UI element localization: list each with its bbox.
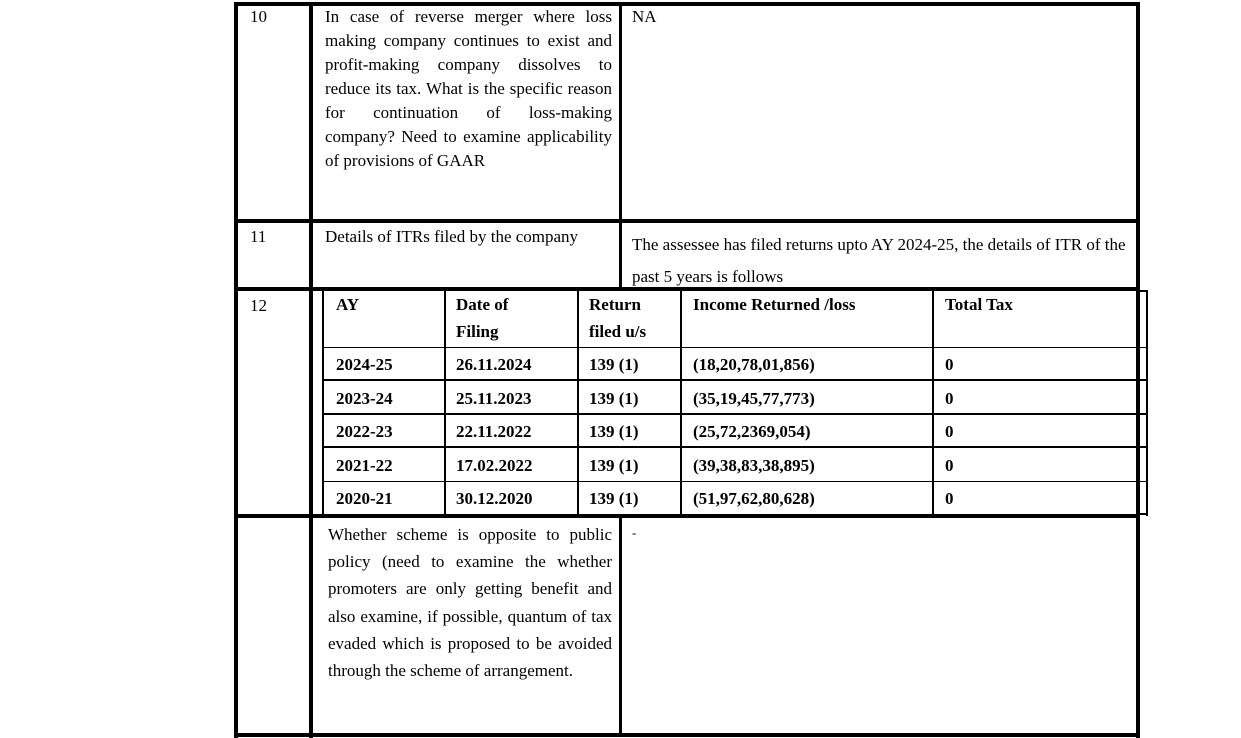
itr-table-left-border <box>322 290 324 516</box>
itr-header-tax: Total Tax <box>945 295 1013 314</box>
itr-cell-tax: 0 <box>945 355 954 374</box>
row-question: In case of reverse merger where loss making company continues to exist and profit-making company dissolves to reduce its tax. What is the specific reason for continuation of loss-making company? Need to examine applicability of provisions of GAAR <box>325 7 612 170</box>
itr-cell-income: (18,20,78,01,856) <box>693 355 815 374</box>
itr-cell-ay: 2021-22 <box>336 456 393 475</box>
outer-right-border <box>1136 2 1140 738</box>
itr-cell-tax: 0 <box>945 456 954 475</box>
itr-cell-date: 30.12.2020 <box>456 489 533 508</box>
col-divider-1 <box>309 2 313 738</box>
itr-cell-tax: 0 <box>945 422 954 441</box>
itr-cell-date: 17.02.2022 <box>456 456 533 475</box>
itr-col-line <box>932 290 934 516</box>
itr-header-ay: AY <box>336 295 359 314</box>
itr-cell-income: (39,38,83,38,895) <box>693 456 815 475</box>
row-divider-10-11 <box>234 219 1140 223</box>
itr-row-line <box>322 379 1148 381</box>
itr-cell-date: 25.11.2023 <box>456 389 532 408</box>
outer-left-border <box>234 2 238 738</box>
itr-table-bottom-border <box>1136 513 1148 515</box>
itr-cell-section: 139 (1) <box>589 389 639 408</box>
itr-cell-section: 139 (1) <box>589 489 639 508</box>
itr-cell-section: 139 (1) <box>589 355 639 374</box>
row-answer: NA <box>632 7 657 26</box>
itr-cell-ay: 2024-25 <box>336 355 393 374</box>
itr-cell-tax: 0 <box>945 389 954 408</box>
itr-table-right-border <box>1146 290 1148 516</box>
itr-table-top-border <box>1136 290 1148 292</box>
itr-cell-section: 139 (1) <box>589 422 639 441</box>
itr-cell-tax: 0 <box>945 489 954 508</box>
itr-col-line <box>577 290 579 516</box>
itr-row-line <box>322 446 1148 448</box>
itr-cell-ay: 2020-21 <box>336 489 393 508</box>
row-divider-12-13 <box>234 514 1140 518</box>
itr-row-line <box>322 347 1148 348</box>
itr-cell-ay: 2023-24 <box>336 389 393 408</box>
row-question: Details of ITRs filed by the company <box>325 227 579 246</box>
itr-cell-section: 139 (1) <box>589 456 639 475</box>
itr-col-line <box>680 290 682 516</box>
row-question: Whether scheme is opposite to public policy (need to examine the whether promoters are only getting benefit and also examine, if possible, quantum of tax evaded which is proposed to be avoided through the scheme of arrangement. <box>328 525 612 681</box>
itr-cell-date: 26.11.2024 <box>456 355 532 374</box>
itr-cell-ay: 2022-23 <box>336 422 393 441</box>
itr-cell-income: (35,19,45,77,773) <box>693 389 815 408</box>
itr-col-line <box>444 290 446 516</box>
itr-header-income: Income Returned /loss <box>693 295 856 314</box>
itr-row-line <box>322 413 1148 415</box>
row-answer: - <box>632 525 637 540</box>
itr-header-section: Return filed u/s <box>589 295 647 341</box>
outer-bottom-border <box>234 733 1140 737</box>
itr-cell-date: 22.11.2022 <box>456 422 532 441</box>
row-number: 10 <box>250 7 267 26</box>
col-divider-2-row13 <box>619 516 622 735</box>
col-divider-2-row11 <box>619 221 622 289</box>
row-number: 11 <box>250 227 267 246</box>
itr-header-date: Date of Filing <box>456 295 509 341</box>
itr-cell-income: (51,97,62,80,628) <box>693 489 815 508</box>
itr-row-line <box>322 481 1148 482</box>
row-number: 12 <box>250 296 267 315</box>
col-divider-2-row10 <box>619 2 622 221</box>
itr-cell-income: (25,72,2369,054) <box>693 422 811 441</box>
row-answer: The assessee has filed returns upto AY 2024-25, the details of ITR of the past 5 years is follows <box>632 235 1126 286</box>
